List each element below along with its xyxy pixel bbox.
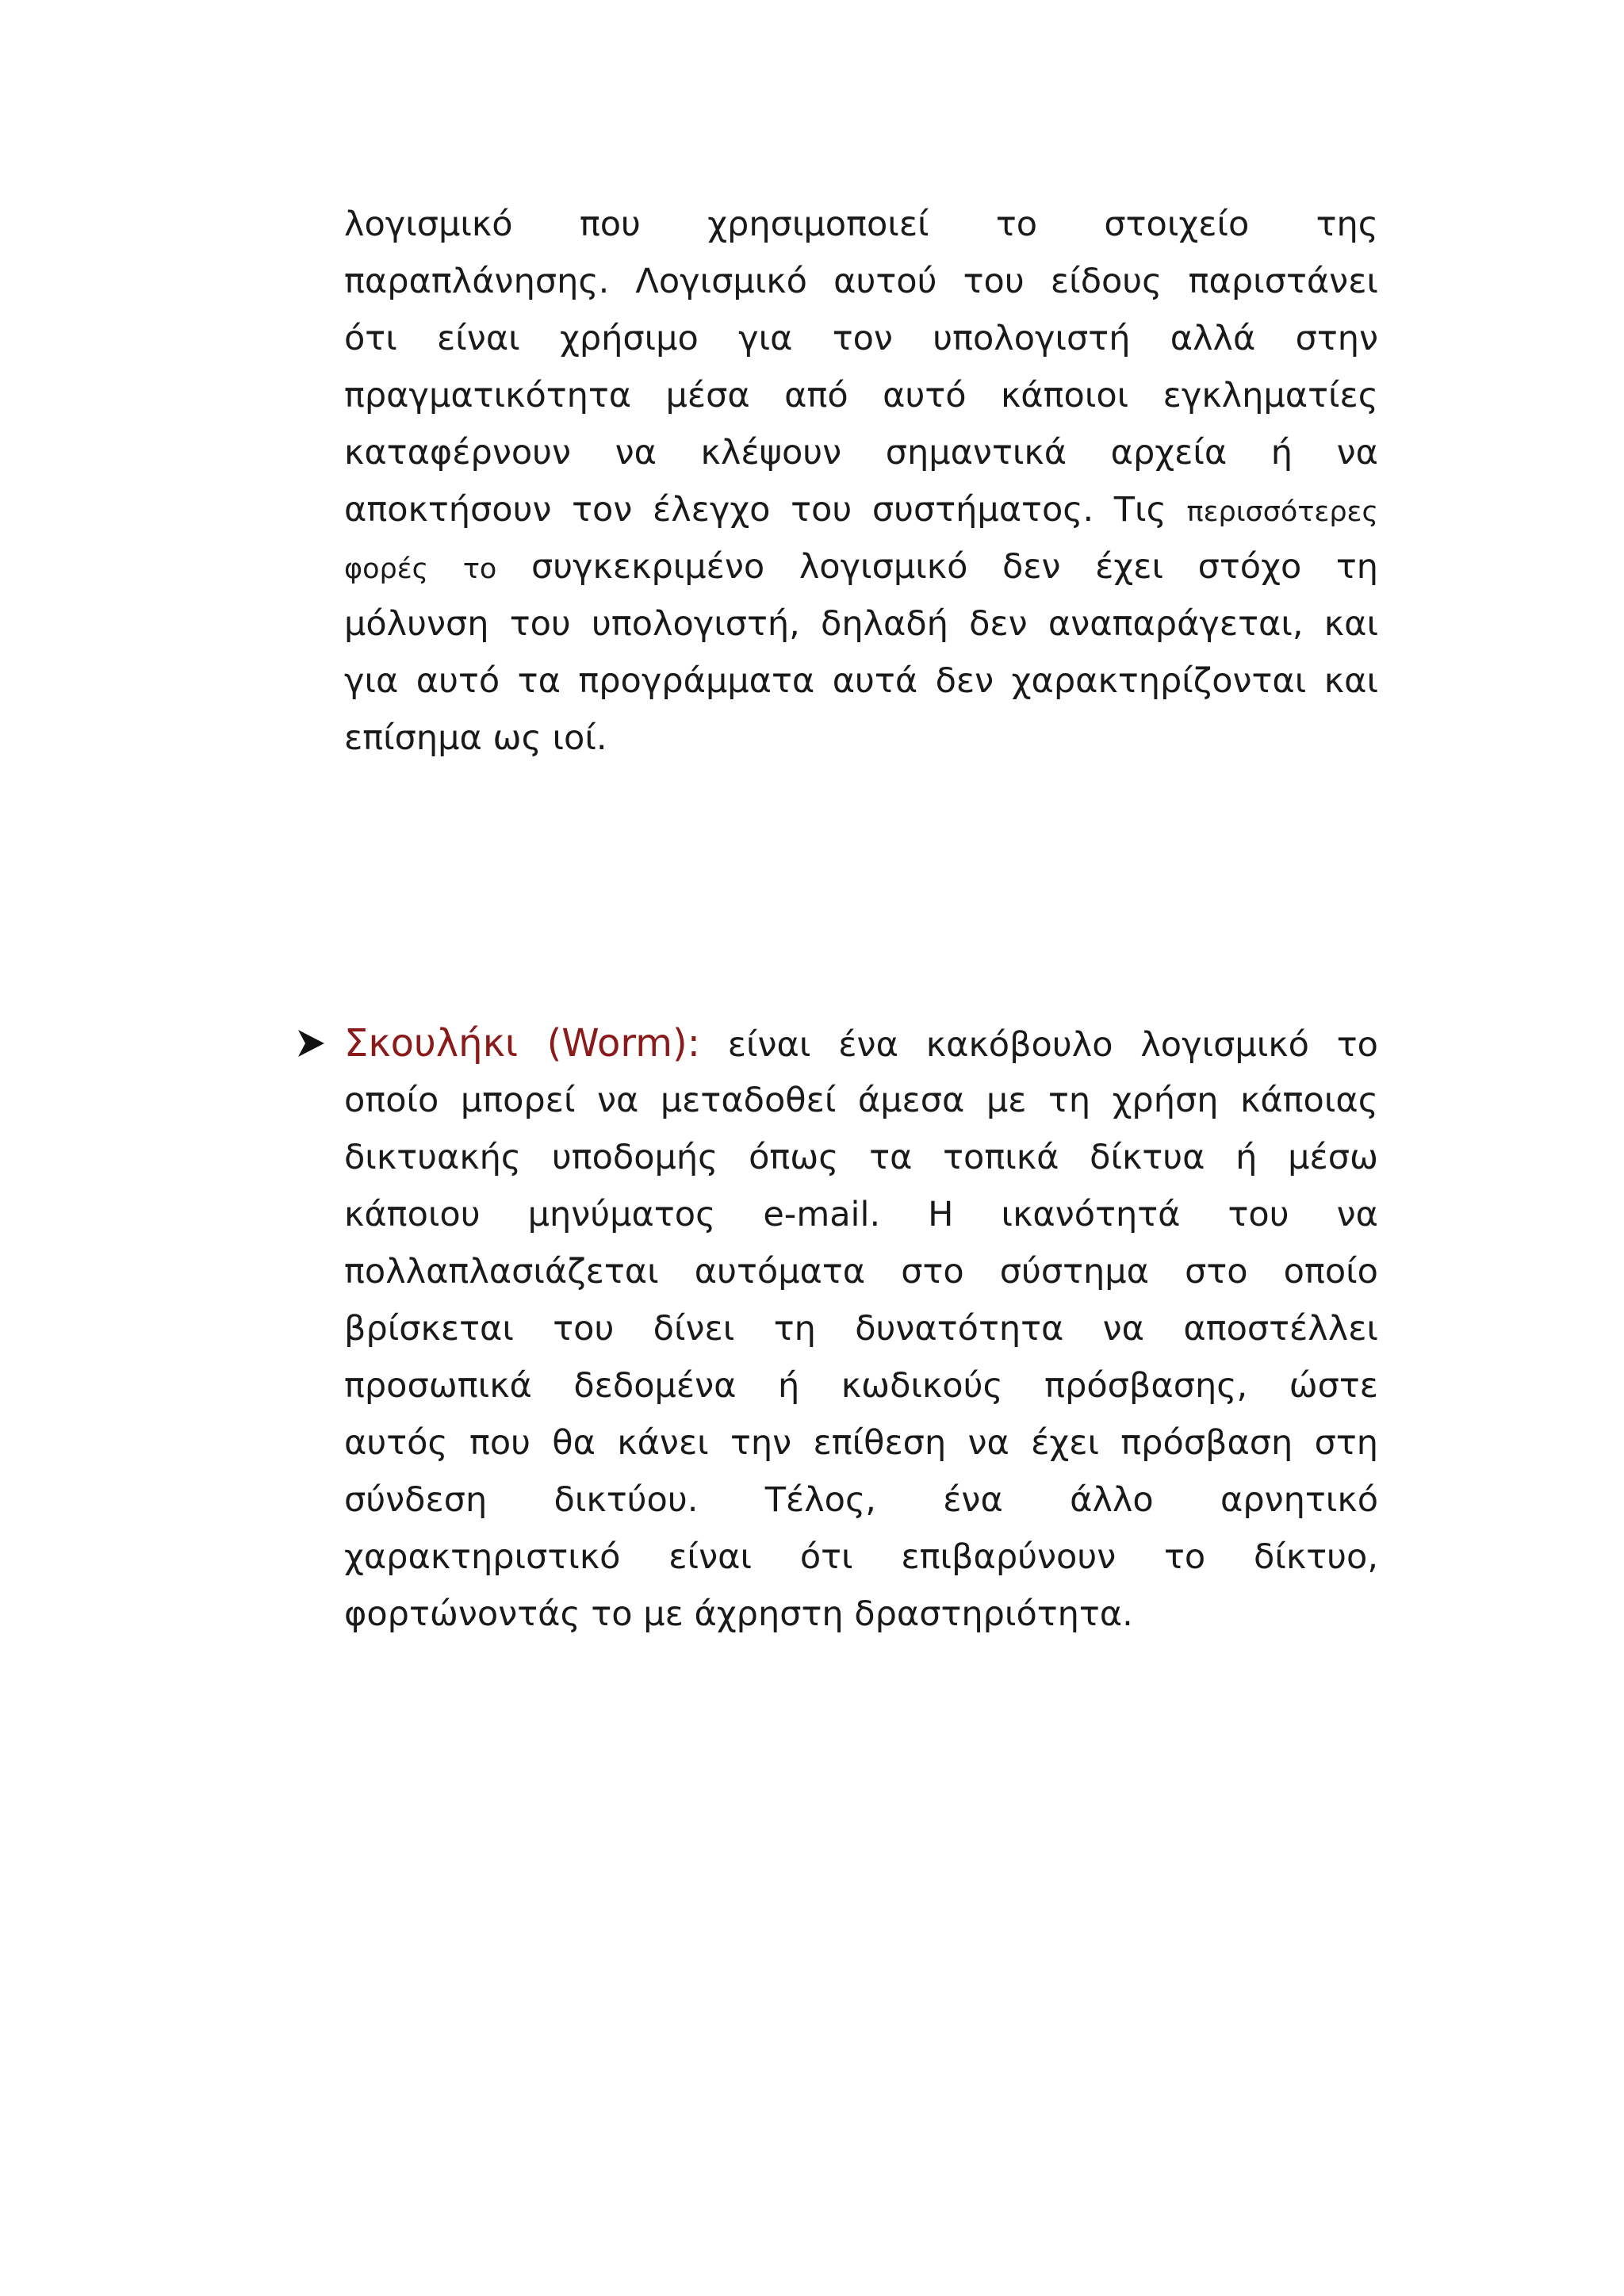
text-segment: συγκεκριμένο λογισμικό δεν έχει στόχο τη [530,547,1378,587]
text-line: για αυτό τα προγράμματα αυτά δεν χαρακτηρίζονται και [344,661,1378,701]
text-line: χαρακτηριστικό είναι ότι επιβαρύνουν το δίκτυο, [344,1537,1378,1577]
text-line: επίσημα ως ιοί. [344,718,607,758]
text-line [344,481,1378,538]
text-line: προσωπικά δεδομένα ή κωδικούς πρόσβασης, ώστε [344,1366,1378,1406]
text-line [344,538,1378,595]
small-word: περισσότερες [1186,496,1378,528]
term-heading: Σκουλήκι (Worm): [344,1021,700,1066]
text-line: οποίο μπορεί να μεταδοθεί άμεσα με τη χρήση κάποιας [344,1081,1378,1120]
text-line: πολλαπλασιάζεται αυτόματα στο σύστημα στο οποίο [344,1252,1378,1292]
text-line: δικτυακής υποδομής όπως τα τοπικά δίκτυα ή μέσω [344,1138,1378,1177]
text-line: σύνδεση δικτύου. Τέλος, ένα άλλο αρνητικό [344,1480,1378,1520]
text-line: λογισμικό που χρησιμοποιεί το στοιχείο της [344,205,1378,244]
text-line: βρίσκεται του δίνει τη δυνατότητα να αποστέλλει [344,1309,1378,1349]
text-line: αυτός που θα κάνει την επίθεση να έχει πρόσβαση στη [344,1423,1378,1463]
paragraph-trojan-continuation [344,196,1378,767]
paragraph-worm [344,1015,1378,1643]
arrowhead-bullet-icon [292,1015,330,1072]
text-segment: είναι ένα κακόβουλο λογισμικό το [727,1025,1378,1065]
text-line: ότι είναι χρήσιμο για τον υπολογιστή αλλά στην [344,319,1378,358]
text-line: παραπλάνησης. Λογισμικό αυτού του είδους παριστάνει [344,262,1378,301]
small-word: φορές [344,553,429,585]
text-line: κάποιου μηνύματος e-mail. Η ικανότητά του να [344,1195,1378,1234]
text-line [344,1015,1378,1072]
text-line: καταφέρνουν να κλέψουν σημαντικά αρχεία ή να [344,433,1378,473]
text-line: πραγματικότητα μέσα από αυτό κάποιοι εγκληματίες [344,376,1378,415]
small-word: το [462,553,497,585]
text-segment: αποκτήσουν τον έλεγχο του συστήματος. Τις [344,490,1166,530]
text-line: φορτώνοντάς το με άχρηστη δραστηριότητα. [344,1594,1133,1634]
text-line: μόλυνση του υπολογιστή, δηλαδή δεν αναπαράγεται, και [344,604,1378,644]
